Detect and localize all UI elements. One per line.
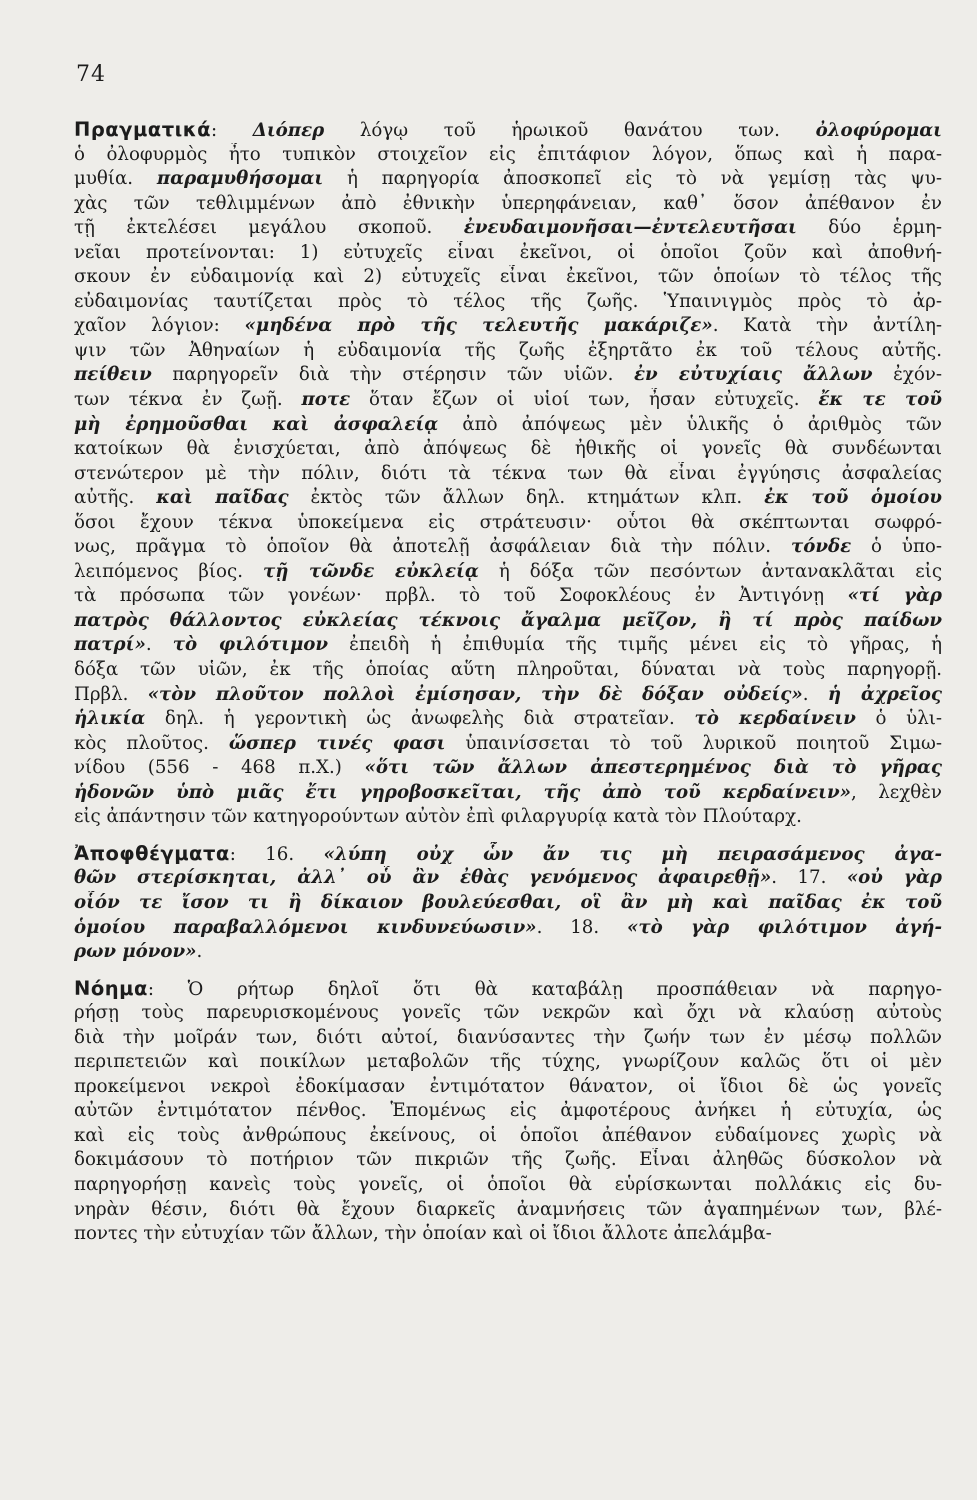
emphasis-term: πατρί»	[74, 634, 146, 656]
section-heading: Ἀποφθέγματα	[74, 841, 230, 865]
emphasis-term: ἡ ἀχρεῖος	[827, 683, 942, 705]
text-line: Πραγματικά: Διόπερ λόγῳ τοῦ ἡρωικοῦ θανάτου των. ὀλοφύρομαι	[74, 118, 942, 141]
emphasis-term: τῇ τῶνδε εὐκλείᾳ	[262, 560, 479, 582]
emphasis-term: ἐκ τοῦ ὁμοίου	[764, 487, 942, 509]
text-line: πατρί». τὸ φιλότιμον ἐπειδὴ ἡ ἐπιθυμία τῆς τιμῆς μένει εἰς τὸ γῆρας, ἡ	[74, 634, 942, 656]
section-pragmatika	[74, 118, 942, 830]
text-line: Ἀποφθέγματα: 16. «λύπη οὐχ ὧν ἄν τις μὴ πειρασάμενος ἀγα-	[74, 841, 942, 865]
text-line: νως, πρᾶγμα τὸ ὁποῖον θὰ ἀποτελῇ ἀσφάλειαν διὰ τὴν πόλιν. τόνδε ὁ ὑπο-	[74, 536, 942, 558]
text-line: νίδου (556 - 468 π.Χ.) «ὅτι τῶν ἄλλων ἀπεστερημένος διὰ τὸ γῆρας	[74, 757, 942, 779]
text-line: δοκιμάσουν τὸ ποτήριον τῶν πικριῶν τῆς ζωῆς. Εἶναι ἀληθῶς δύσκολον νὰ	[74, 1149, 942, 1171]
commentary-text	[74, 118, 942, 1247]
emphasis-term: ὥσπερ τινές φασι	[228, 732, 446, 754]
text-line: ὁμοίου παραβαλλόμενοι κινδυνεύωσιν». 18. «τὸ γὰρ φιλότιμον ἀγή-	[74, 916, 942, 938]
emphasis-term: «τί γὰρ	[847, 585, 942, 607]
emphasis-term: ρων μόνον»	[74, 941, 197, 963]
emphasis-term: οἷόν τε ἴσον τι ἢ δίκαιον βουλεύεσθαι, οἳ ἂν μὴ καὶ παῖδας ἐκ τοῦ	[74, 891, 942, 913]
text-line: διὰ τὴν μοῖράν των, διότι αὐτοί, διανύσαντες τὴν ζωήν των ἐν μέσῳ πολλῶν	[74, 1026, 942, 1048]
text-line: νεῖαι προτείνονται: 1) εὐτυχεῖς εἶναι ἐκεῖνοι, οἱ ὁποῖοι ζοῦν καὶ ἀποθνή-	[74, 241, 942, 263]
emphasis-term: τὸ φιλότιμον	[172, 634, 329, 656]
text-line: πείθειν παρηγορεῖν διὰ τὴν στέρησιν τῶν υἱῶν. ἐν εὐτυχίαις ἄλλων ἐχόν-	[74, 364, 942, 386]
emphasis-term: θῶν στερίσκηται, ἀλλ᾽ οὗ ἂν ἐθὰς γενόμενος ἀφαιρεθῇ»	[74, 867, 772, 889]
emphasis-term: τὸ κερδαίνειν	[694, 708, 856, 730]
text-line: των τέκνα ἐν ζωῇ. ποτε ὅταν ἔζων οἱ υἱοί των, ἦσαν εὐτυχεῖς. ἔκ τε τοῦ	[74, 389, 942, 411]
text-line: εὐδαιμονίας ταυτίζεται πρὸς τὸ τέλος τῆς ζωῆς. Ὑπαινιγμὸς πρὸς τὸ ἀρ-	[74, 290, 942, 312]
emphasis-term: πατρὸς θάλλοντος εὐκλείας τέκνοις ἄγαλμα μεῖζον, ἢ τί πρὸς παίδων	[74, 609, 942, 631]
emphasis-term: καὶ παῖδας	[156, 487, 289, 509]
text-line: μυθία. παραμυθήσομαι ἡ παρηγορία ἀποσκοπεῖ εἰς τὸ νὰ γεμίσῃ τὰς ψυ-	[74, 168, 942, 190]
emphasis-term: ἔκ τε τοῦ	[818, 389, 942, 411]
text-line: ἡδονῶν ὑπὸ μιᾶς ἔτι γηροβοσκεῖται, τῆς ἀπὸ τοῦ κερδαίνειν», λεχθὲν	[74, 781, 942, 803]
text-line: νηρὰν θέσιν, διότι θὰ ἔχουν διαρκεῖς ἀναμνήσεις τῶν ἀγαπημένων των, βλέ-	[74, 1198, 942, 1220]
text-line: χαῖον λόγιον: «μηδένα πρὸ τῆς τελευτῆς μακάριζε». Κατὰ τὴν ἀντίλη-	[74, 315, 942, 337]
text-line: τῇ ἐκτελέσει μεγάλου σκοποῦ. ἐνευδαιμονῆσαι—ἐντελευτῆσαι δύο ἑρμη-	[74, 217, 942, 239]
text-line: κὸς πλοῦτος. ὥσπερ τινές φασι ὑπαινίσσεται τὸ τοῦ λυρικοῦ ποιητοῦ Σιμω-	[74, 732, 942, 754]
text-line: τὰ πρόσωπα τῶν γονέων· πρβλ. τὸ τοῦ Σοφοκλέους ἐν Ἀντιγόνῃ «τί γὰρ	[74, 585, 942, 607]
emphasis-term: ἡδονῶν ὑπὸ μιᾶς ἔτι γηροβοσκεῖται, τῆς ἀπὸ τοῦ κερδαίνειν»	[74, 781, 851, 803]
emphasis-term: ἐνευδαιμονῆσαι—ἐντελευτῆσαι	[463, 217, 797, 239]
text-line: ὁ ὀλοφυρμὸς ἦτο τυπικὸν στοιχεῖον εἰς ἐπιτάφιον λόγον, ὅπως καὶ ἡ παρα-	[74, 143, 942, 165]
text-line: σκουν ἐν εὐδαιμονίᾳ καὶ 2) εὐτυχεῖς εἶναι ἐκεῖνοι, τῶν ὁποίων τὸ τέλος τῆς	[74, 266, 942, 288]
emphasis-term: ἐν εὐτυχίαις ἄλλων	[633, 364, 873, 386]
emphasis-term: ἡλικία	[74, 708, 146, 730]
emphasis-term: ὀλοφύρομαι	[815, 120, 942, 141]
emphasis-term: «οὐ γὰρ	[846, 867, 942, 889]
section-heading: Νόημα	[74, 976, 148, 1000]
text-line: ποντες τὴν εὐτυχίαν τῶν ἄλλων, τὴν ὁποίαν καὶ οἱ ἴδιοι ἄλλοτε ἀπελάμβα-	[74, 1223, 772, 1245]
text-line	[74, 609, 942, 634]
text-line: ἡλικία δηλ. ἡ γεροντικὴ ὡς ἀνωφελὴς διὰ στρατεῖαν. τὸ κερδαίνειν ὁ ὑλι-	[74, 708, 942, 730]
emphasis-term: μὴ ἐρημοῦσθαι καὶ ἀσφαλείᾳ	[74, 413, 439, 435]
emphasis-term: «ὅτι τῶν ἄλλων ἀπεστερημένος διὰ τὸ γῆρας	[364, 757, 942, 779]
text-line: κατοίκων θὰ ἐνισχύεται, ἀπὸ ἀπόψεως δὲ ἠθικῆς οἱ γονεῖς θὰ συνδέωνται	[74, 438, 942, 460]
text-line: Πρβλ. «τὸν πλοῦτον πολλοὶ ἐμίσησαν, τὴν δὲ δόξαν οὐδείς». ἡ ἀχρεῖος	[74, 683, 942, 705]
text-line: μὴ ἐρημοῦσθαι καὶ ἀσφαλείᾳ ἀπὸ ἀπόψεως μὲν ὑλικῆς ὁ ἀριθμὸς τῶν	[74, 413, 942, 435]
text-line: λειπόμενος βίος. τῇ τῶνδε εὐκλείᾳ ἡ δόξα τῶν πεσόντων ἀντανακλᾶται εἰς	[74, 560, 942, 582]
text-line: προκείμενοι νεκροὶ ἐδοκίμασαν ἐντιμότατον θάνατον, οἱ ἴδιοι δὲ ὡς γονεῖς	[74, 1075, 942, 1097]
text-line: ρήσῃ τοὺς παρευρισκομένους γονεῖς τῶν νεκρῶν καὶ ὄχι νὰ κλαύσῃ αὐτοὺς	[74, 1002, 942, 1024]
text-line: ὅσοι ἔχουν τέκνα ὑποκείμενα εἰς στράτευσιν· οὗτοι θὰ σκέπτωνται σωφρό-	[74, 511, 942, 533]
emphasis-term: «τὸν πλοῦτον πολλοὶ ἐμίσησαν, τὴν δὲ δόξαν οὐδείς»	[147, 683, 803, 705]
text-line: χὰς τῶν τεθλιμμένων ἀπὸ ἐθνικὴν ὑπερηφάνειαν, καθ᾽ ὅσον ἀπέθανον ἐν	[74, 192, 942, 214]
text-line: παρηγορήσῃ κανεὶς τοὺς γονεῖς, οἱ ὁποῖοι θὰ εὑρίσκωνται πολλάκις εἰς δυ-	[74, 1173, 942, 1195]
emphasis-term: ὁμοίου παραβαλλόμενοι κινδυνεύωσιν»	[74, 916, 537, 938]
text-line: στενώτερον μὲ τὴν πόλιν, διότι τὰ τέκνα των θὰ εἶναι ἐγγύησις ἀσφαλείας	[74, 462, 942, 484]
emphasis-term: «τὸ γὰρ φιλότιμον ἀγή-	[626, 916, 942, 938]
text-line: δόξα τῶν υἱῶν, ἐκ τῆς ὁποίας αὕτη πληροῦται, δύναται νὰ τοὺς παρηγορῇ.	[74, 659, 942, 681]
section-apofthegmata	[74, 842, 942, 965]
text-line: αὐτῶν ἐντιμότατον πένθος. Ἑπομένως εἰς ἀμφοτέρους ἀνήκει ἡ εὐτυχία, ὡς	[74, 1100, 942, 1122]
text-line	[74, 891, 942, 916]
text-line: ρων μόνον».	[74, 941, 203, 963]
text-line: αὐτῆς. καὶ παῖδας ἐκτὸς τῶν ἄλλων δηλ. κτημάτων κλπ. ἐκ τοῦ ὁμοίου	[74, 487, 942, 509]
section-heading: Πραγματικά	[74, 118, 211, 141]
emphasis-term: παραμυθήσομαι	[156, 168, 324, 190]
page-number: 74	[76, 62, 106, 87]
emphasis-term: «μηδένα πρὸ τῆς τελευτῆς μακάριζε»	[244, 315, 713, 337]
emphasis-term: ποτε	[301, 389, 351, 411]
emphasis-term: «λύπη οὐχ ὧν ἄν τις μὴ πειρασάμενος ἀγα-	[323, 843, 942, 865]
text-line: εἰς ἀπάντησιν τῶν κατηγορούντων αὐτὸν ἐπὶ φιλαργυρίᾳ κατὰ τὸν Πλούταρχ.	[74, 806, 802, 828]
emphasis-term: τόνδε	[790, 536, 852, 558]
text-line: ψιν τῶν Ἀθηναίων ἡ εὐδαιμονία τῆς ζωῆς ἐξηρτᾶτο ἐκ τοῦ τέλους αὐτῆς.	[74, 339, 942, 361]
emphasis-term: πείθειν	[74, 364, 152, 386]
text-line: θῶν στερίσκηται, ἀλλ᾽ οὗ ἂν ἐθὰς γενόμενος ἀφαιρεθῇ». 17. «οὐ γὰρ	[74, 867, 942, 889]
emphasis-term: Διόπερ	[252, 120, 325, 141]
section-noima	[74, 977, 942, 1247]
text-line: Νόημα: Ὁ ρήτωρ δηλοῖ ὅτι θὰ καταβάλῃ προσπάθειαν νὰ παρηγο-	[74, 976, 942, 1000]
text-line: περιπετειῶν καὶ ποικίλων μεταβολῶν τῆς τύχης, γνωρίζουν καλῶς ὅτι οἱ μὲν	[74, 1051, 942, 1073]
text-line: καὶ εἰς τοὺς ἀνθρώπους ἐκείνους, οἱ ὁποῖοι ἀπέθανον εὐδαίμονες χωρὶς νὰ	[74, 1124, 942, 1146]
